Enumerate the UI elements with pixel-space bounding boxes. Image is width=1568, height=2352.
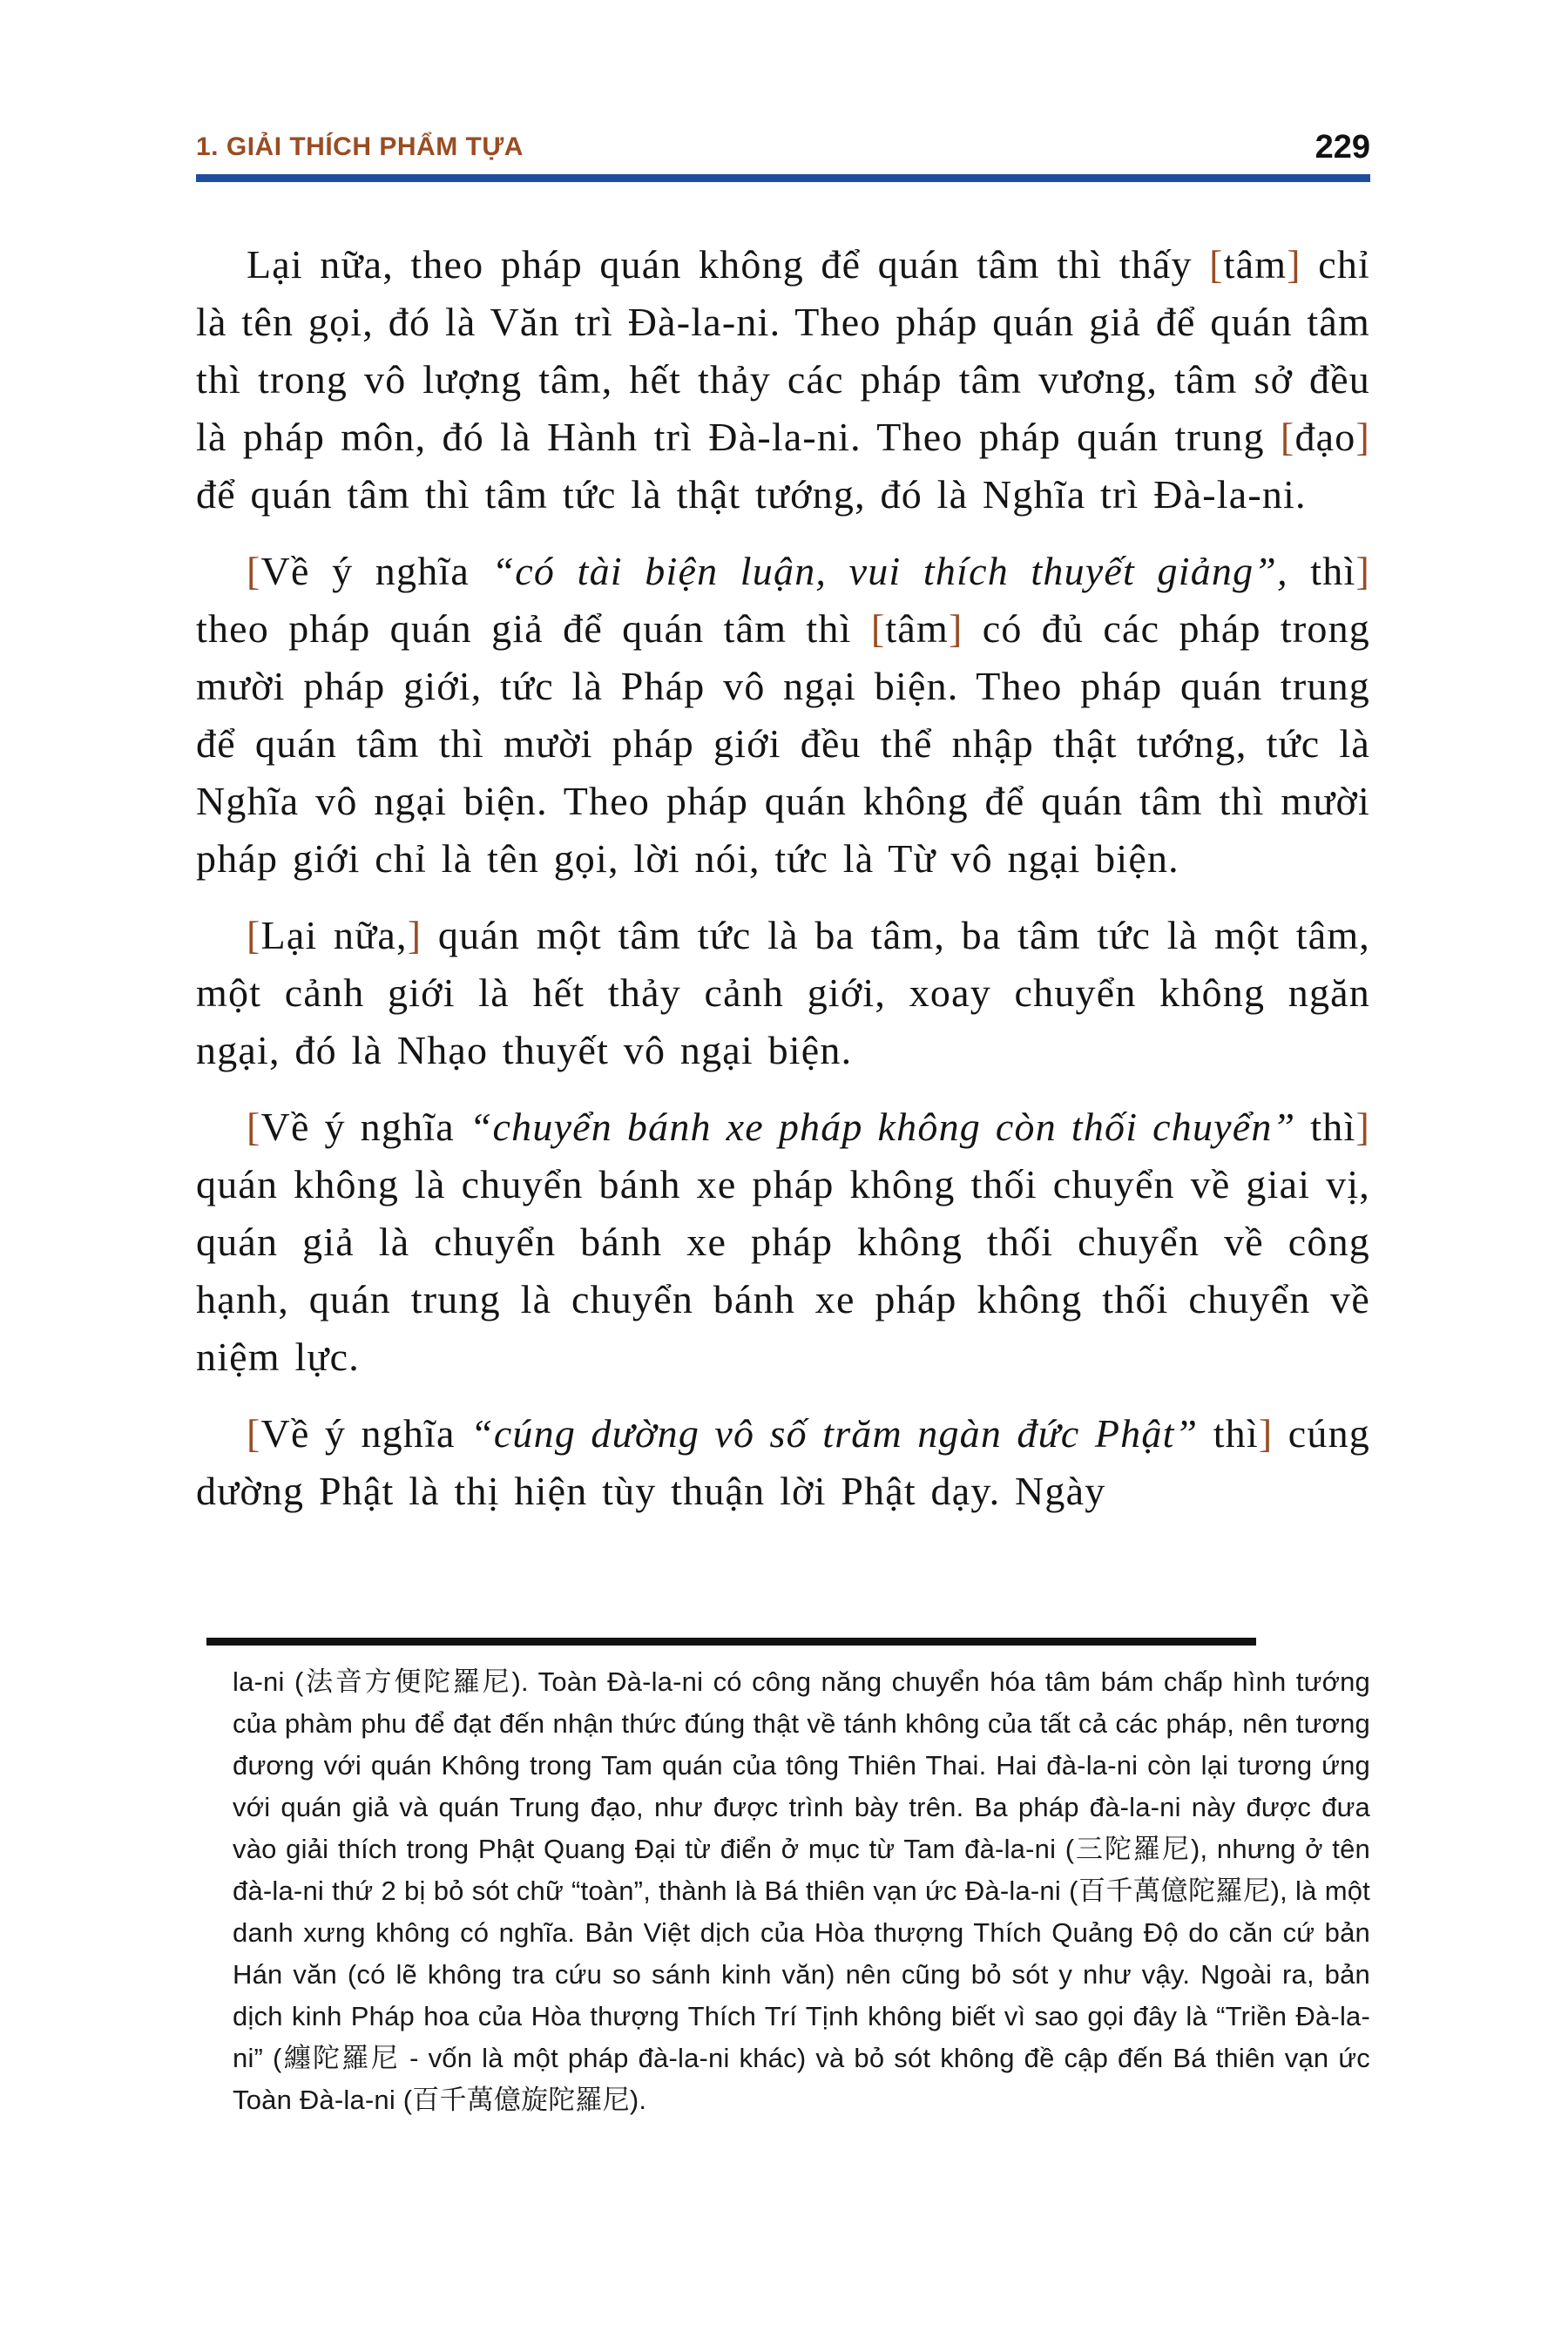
editorial-bracket: [ (1209, 242, 1224, 287)
body-run: thì (1295, 1105, 1356, 1149)
running-header (196, 131, 1370, 164)
body-run: Lại nữa, (260, 913, 408, 957)
body-run: Về ý nghĩa (260, 1105, 470, 1149)
editorial-bracket: ] (1355, 415, 1370, 459)
body-run: tâm (885, 606, 949, 651)
paragraph (196, 1098, 1370, 1386)
editorial-bracket: [ (1280, 415, 1295, 459)
body-run: thì (1288, 549, 1356, 593)
body-run: để quán tâm thì tâm tức là thật tướng, đó là Nghĩa trì Đà-la-ni. (196, 472, 1307, 517)
editorial-bracket: [ (870, 606, 886, 651)
editorial-bracket: [ (247, 913, 261, 957)
body-run: Về ý nghĩa (260, 549, 492, 593)
body-run: Về ý nghĩa (260, 1411, 471, 1456)
editorial-bracket: ] (407, 913, 422, 957)
body-run: có đủ các pháp trong mười pháp giới, tức là Pháp vô ngại biện. Theo pháp quán trung để quán tâm thì mười pháp giới đều thể nhập thật tướng, tức là Nghĩa vô ngại biện. Theo pháp quán không để quán tâm thì mười pháp giới chỉ là tên gọi, lời nói, tức là Từ vô ngại biện. (196, 606, 1370, 881)
body-run: quán một tâm tức là ba tâm, ba tâm tức là một tâm, một cảnh giới là hết thảy cảnh giới, xoay chuyển không ngăn ngại, đó là Nhạo thuyết vô ngại biện. (196, 913, 1370, 1072)
quoted-sutra-text: “có tài biện luận, vui thích thuyết giảng”, (491, 549, 1288, 593)
header-rule (196, 174, 1370, 182)
editorial-bracket: [ (247, 1411, 261, 1456)
chapter-header-title: 1. GIẢI THÍCH PHẨM TỰA (196, 132, 524, 161)
body-paragraphs (196, 236, 1370, 1520)
body-run: Lại nữa, theo pháp quán không để quán tâm thì thấy (247, 242, 1210, 287)
editorial-bracket: [ (247, 549, 261, 593)
editorial-bracket: ] (1355, 1105, 1370, 1149)
editorial-bracket: [ (247, 1105, 261, 1149)
body-run: cúng dường Phật là thị hiện tùy thuận lời Phật dạy. Ngày (196, 1411, 1370, 1513)
editorial-bracket: ] (1287, 242, 1301, 287)
footnote-section (196, 1638, 1370, 2121)
editorial-bracket: ] (1355, 549, 1370, 593)
editorial-bracket: ] (1258, 1411, 1274, 1456)
paragraph (196, 236, 1370, 524)
paragraph (196, 543, 1370, 888)
page-container (196, 0, 1370, 1539)
body-run: chỉ là tên gọi, đó là Văn trì Đà-la-ni. Theo pháp quán giả để quán tâm thì trong vô lượng tâm, hết thảy các pháp tâm vương, tâm sở đều là pháp môn, đó là Hành trì Đà-la-ni. Theo pháp quán trung (196, 242, 1370, 459)
footnote-text: la-ni (法音方便陀羅尼). Toàn Đà-la-ni có công năng chuyển hóa tâm bám chấp hình tướng của phàm phu để đạt đến nhận thức đúng thật về tánh không của tất cả các pháp, nên tương đương với quán Không trong Tam quán của tông Thiên Thai. Hai đà-la-ni còn lại tương ứng với quán giả và quán Trung đạo, như được trình bày trên. Ba pháp đà-la-ni này được đưa vào giải thích trong Phật Quang Đại từ điển ở mục từ Tam đà-la-ni (三陀羅尼), nhưng ở tên đà-la-ni thứ 2 bị bỏ sót chữ “toàn”, thành là Bá thiên vạn ức Đà-la-ni (百千萬億陀羅尼), là một danh xưng không có nghĩa. Bản Việt dịch của Hòa thượng Thích Quảng Độ do căn cứ bản Hán văn (có lẽ không tra cứu so sánh kinh văn) nên cũng bỏ sót y như vậy. Ngoài ra, bản dịch kinh Pháp hoa của Hòa thượng Thích Trí Tịnh không biết vì sao gọi đây là “Triền Đà-la-ni” (纏陀羅尼 - vốn là một pháp đà-la-ni khác) và bỏ sót không đề cập đến Bá thiên vạn ức Toàn Đà-la-ni (百千萬億旋陀羅尼). (233, 1666, 1370, 2115)
paragraph (196, 1405, 1370, 1520)
footnote-separator-rule (206, 1638, 1256, 1646)
paragraph (196, 907, 1370, 1079)
body-run: tâm (1223, 242, 1288, 287)
page-number: 229 (1315, 129, 1370, 166)
quoted-sutra-text: “chuyển bánh xe pháp không còn thối chuyển” (469, 1105, 1296, 1149)
body-run: thì (1198, 1411, 1259, 1456)
body-run: theo pháp quán giả để quán tâm thì (196, 606, 871, 651)
quoted-sutra-text: “cúng dường vô số trăm ngàn đức Phật” (470, 1411, 1199, 1456)
body-run: đạo (1294, 415, 1356, 459)
body-run: quán không là chuyển bánh xe pháp không thối chuyển về giai vị, quán giả là chuyển bánh xe pháp không thối chuyển về công hạnh, quán trung là chuyển bánh xe pháp không thối chuyển về niệm lực. (196, 1162, 1370, 1379)
editorial-bracket: ] (948, 606, 963, 651)
